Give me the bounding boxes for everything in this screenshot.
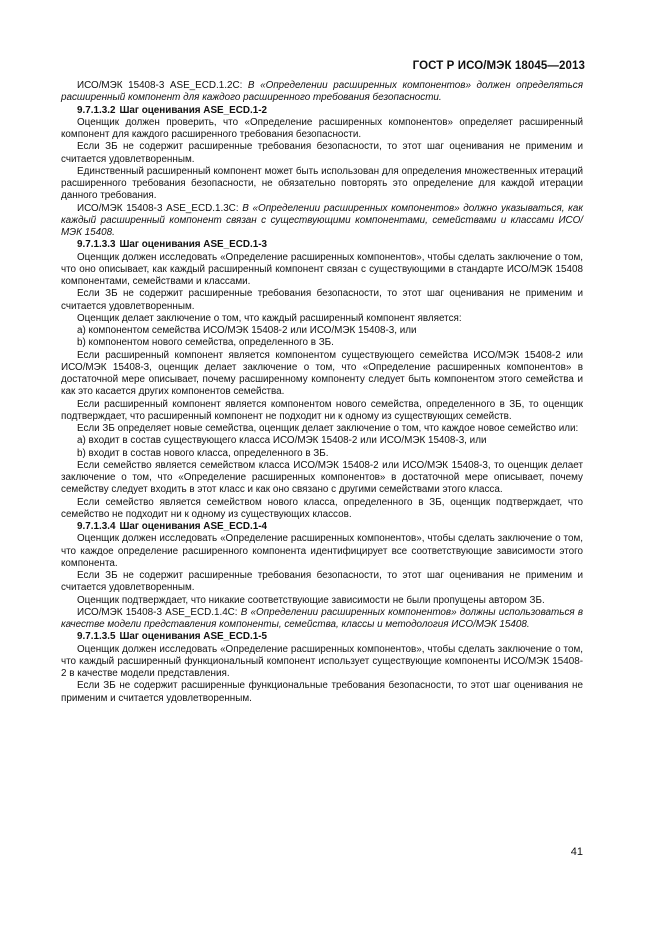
body-paragraph: Если ЗБ не содержит расширенные требования безопасности, то этот шаг оценивания не применим и считается удовлетворенным.	[61, 570, 583, 594]
requirement-reference: ИСО/МЭК 15408-3 ASE_ECD.1.2C:	[77, 80, 248, 91]
body-paragraph: Оценщик подтверждает, что никакие соответствующие зависимости не были пропущены автором ЗБ.	[77, 594, 545, 606]
body-paragraph: Оценщик должен исследовать «Определение расширенных компонентов», чтобы сделать заключение о том, что оно описывает, как каждый расширенный компонент связан с существующими в стандарте ИСО/МЭК 15408 компонентами, семействами и классами.	[61, 251, 583, 287]
body-paragraph: Если ЗБ определяет новые семейства, оценщик делает заключение о том, что каждое новое семейство или:	[77, 423, 579, 434]
requirement-text: В «Определении расширенных компонентов» должен определяться расширенный компонент для каждого расширенного требования безопасности.	[61, 80, 583, 104]
page-number: 41	[570, 846, 583, 858]
body-paragraph: Если ЗБ не содержит расширенные требования безопасности, то этот шаг оценивания не применим и считается удовлетворенным.	[61, 288, 583, 312]
body-paragraph: Если семейство является семейством класса ИСО/МЭК 15408-2 или ИСО/МЭК 15408-3, то оценщик делает заключение о том, что «Определение расширенных компонентов» в достаточной мере описывает, почему семейству следует входить в этот класс и как оно связано с другими семействами этого класса.	[61, 459, 583, 496]
section-number: 9.7.1.3.2	[77, 104, 116, 116]
section-heading	[61, 521, 583, 533]
requirement-reference: ИСО/МЭК 15408-3 ASE_ECD.1.3C:	[77, 202, 243, 214]
body-paragraph: Оценщик делает заключение о том, что каждый расширенный компонент является:	[77, 312, 462, 324]
body-paragraph: Если семейство является семейством нового класса, определенного в ЗБ, оценщик подтверждает, что семейство не подходит ни к одному из существующих классов.	[61, 496, 583, 520]
section-title: Шаг оценивания ASE_ECD.1-4	[119, 521, 267, 532]
body-paragraph: Оценщик должен исследовать «Определение расширенных компонентов», чтобы сделать заключение о том, что каждый расширенный функциональный компонент использует существующие компоненты ИСО/МЭК 15408-2 в качестве модели представления.	[61, 643, 583, 679]
requirement-text: В «Определении расширенных компонентов» должны использоваться в качестве модели представления компоненты, семейства, классы и методология ИСО/МЭК 15408.	[61, 606, 583, 630]
document-header: ГОСТ Р ИСО/МЭК 18045—2013	[412, 60, 585, 72]
section-title: Шаг оценивания ASE_ECD.1-2	[119, 104, 267, 116]
requirement-paragraph	[61, 203, 583, 240]
body-paragraph: b) входит в состав нового класса, определенного в ЗБ.	[77, 447, 329, 459]
body-paragraph: Если расширенный компонент является компонентом нового семейства, определенного в ЗБ, то оценщик подтверждает, что расширенный компонент не подходит ни к одному из существующих семейств.	[61, 398, 583, 422]
document-body	[61, 80, 583, 705]
body-paragraph: Если ЗБ не содержит расширенные функциональные требования безопасности, то этот шаг оценивания не применим и считается удовлетворенным.	[61, 680, 583, 704]
body-paragraph: Оценщик должен проверить, что «Определение расширенных компонентов» определяет расширенный компонент для каждого расширенного требования безопасности.	[61, 116, 583, 140]
section-number: 9.7.1.3.5	[77, 631, 116, 643]
section-title: Шаг оценивания ASE_ECD.1-5	[119, 631, 267, 643]
requirement-text: В «Определении расширенных компонентов» должно указываться, как каждый расширенный компонент связан с существующими компонентами, семействами и классами ИСО/МЭК 15408.	[61, 202, 584, 238]
body-paragraph: Единственный расширенный компонент может быть использован для определения множественных итераций расширенного требования безопасности, не обязательно повторять это определение для каждой итерации данного требования.	[61, 165, 583, 202]
body-paragraph: a) компонентом семейства ИСО/МЭК 15408-2 или ИСО/МЭК 15408-3, или	[77, 325, 417, 336]
requirement-paragraph	[61, 607, 583, 632]
body-paragraph: a) входит в состав существующего класса ИСО/МЭК 15408-2 или ИСО/МЭК 15408-3, или	[77, 435, 487, 447]
section-heading	[61, 105, 583, 117]
section-heading	[61, 239, 583, 251]
requirement-reference: ИСО/МЭК 15408-3 ASE_ECD.1.4C:	[77, 606, 241, 618]
body-paragraph: Оценщик должен исследовать «Определение расширенных компонентов», чтобы сделать заключение о том, что каждое определение расширенного компонента идентифицирует все соответствующие зависимости этого компонента.	[61, 533, 583, 569]
section-heading	[61, 631, 583, 643]
requirement-paragraph	[61, 80, 583, 105]
body-paragraph: b) компонентом нового семейства, определенного в ЗБ.	[77, 337, 334, 349]
body-paragraph: Если расширенный компонент является компонентом существующего семейства ИСО/МЭК 15408-2 или ИСО/МЭК 15408-3, оценщик делает заключение о том, что «Определение расширенных компонентов» в достаточной мере описывает, почему расширенному компоненту следует быть компонентом этого семейства и как это касается других компонентов семейства.	[61, 349, 583, 398]
section-title: Шаг оценивания ASE_ECD.1-3	[119, 239, 267, 251]
body-paragraph: Если ЗБ не содержит расширенные требования безопасности, то этот шаг оценивания не применим и считается удовлетворенным.	[61, 141, 583, 165]
section-number: 9.7.1.3.3	[77, 239, 116, 251]
section-number: 9.7.1.3.4	[77, 521, 116, 532]
